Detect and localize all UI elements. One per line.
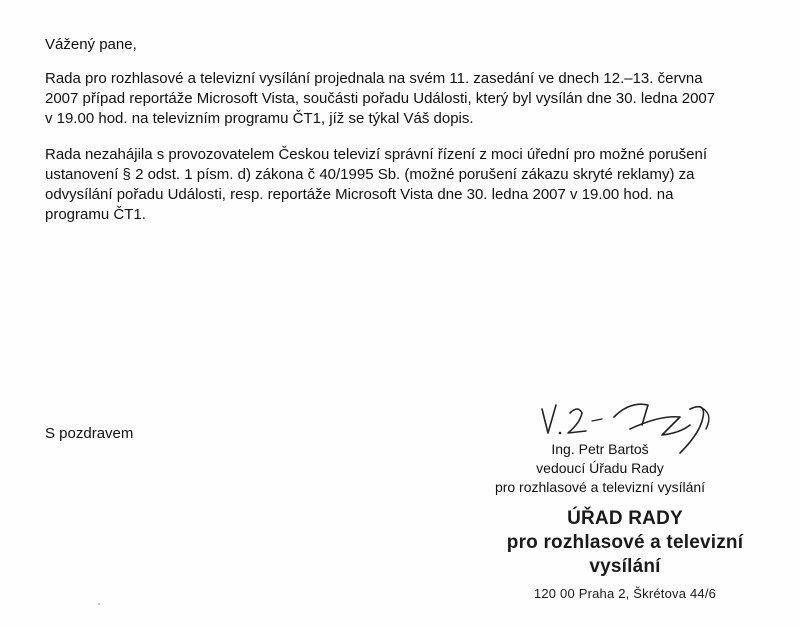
closing-greeting: S pozdravem: [45, 425, 134, 442]
signer-block: [470, 440, 730, 497]
paragraph-council-decision: [45, 69, 765, 129]
paragraph-line: 2007 případ reportáže Microsoft Vista, součásti pořadu Události, který byl vysílán dne 30. ledna 2007: [45, 90, 716, 107]
salutation: Vážený pane,: [45, 36, 137, 53]
stamp-line-2: pro rozhlasové a televizní: [506, 532, 744, 553]
stamp-address: 120 00 Praha 2, Škrétova 44/6: [533, 586, 717, 601]
paragraph-line: odvysílání pořadu Události, resp. reportáže Microsoft Vista dne 30. ledna 2007 v 19.00 hod. na: [45, 186, 674, 203]
paragraph-line: programu ČT1.: [45, 206, 146, 223]
signer-organization: pro rozhlasové a televizní vysílání: [494, 479, 706, 495]
office-stamp: [490, 507, 760, 603]
paragraph-line: Rada pro rozhlasové a televizní vysílání projednala na svém 11. zasedání ve dnech 12.–13. června: [45, 70, 703, 87]
paragraph-no-proceedings: [45, 145, 765, 225]
paragraph-line: v 19.00 hod. na televizním programu ČT1, jíž se týkal Váš dopis.: [45, 110, 474, 127]
paragraph-line: ustanovení § 2 odst. 1 písm. d) zákona č 40/1995 Sb. (možné porušení zákazu skryté reklamy) za: [45, 166, 695, 183]
stamp-line-1: ÚŘAD RADY: [567, 508, 683, 529]
signer-title: vedoucí Úřadu Rady: [536, 460, 664, 476]
paragraph-line: Rada nezahájila s provozovatelem Českou televizí správní řízení z moci úřední pro možné porušení: [45, 146, 707, 163]
stamp-line-3: vysílání: [589, 556, 661, 577]
scan-speck: [98, 603, 100, 605]
signer-name: Ing. Petr Bartoš: [551, 441, 649, 457]
